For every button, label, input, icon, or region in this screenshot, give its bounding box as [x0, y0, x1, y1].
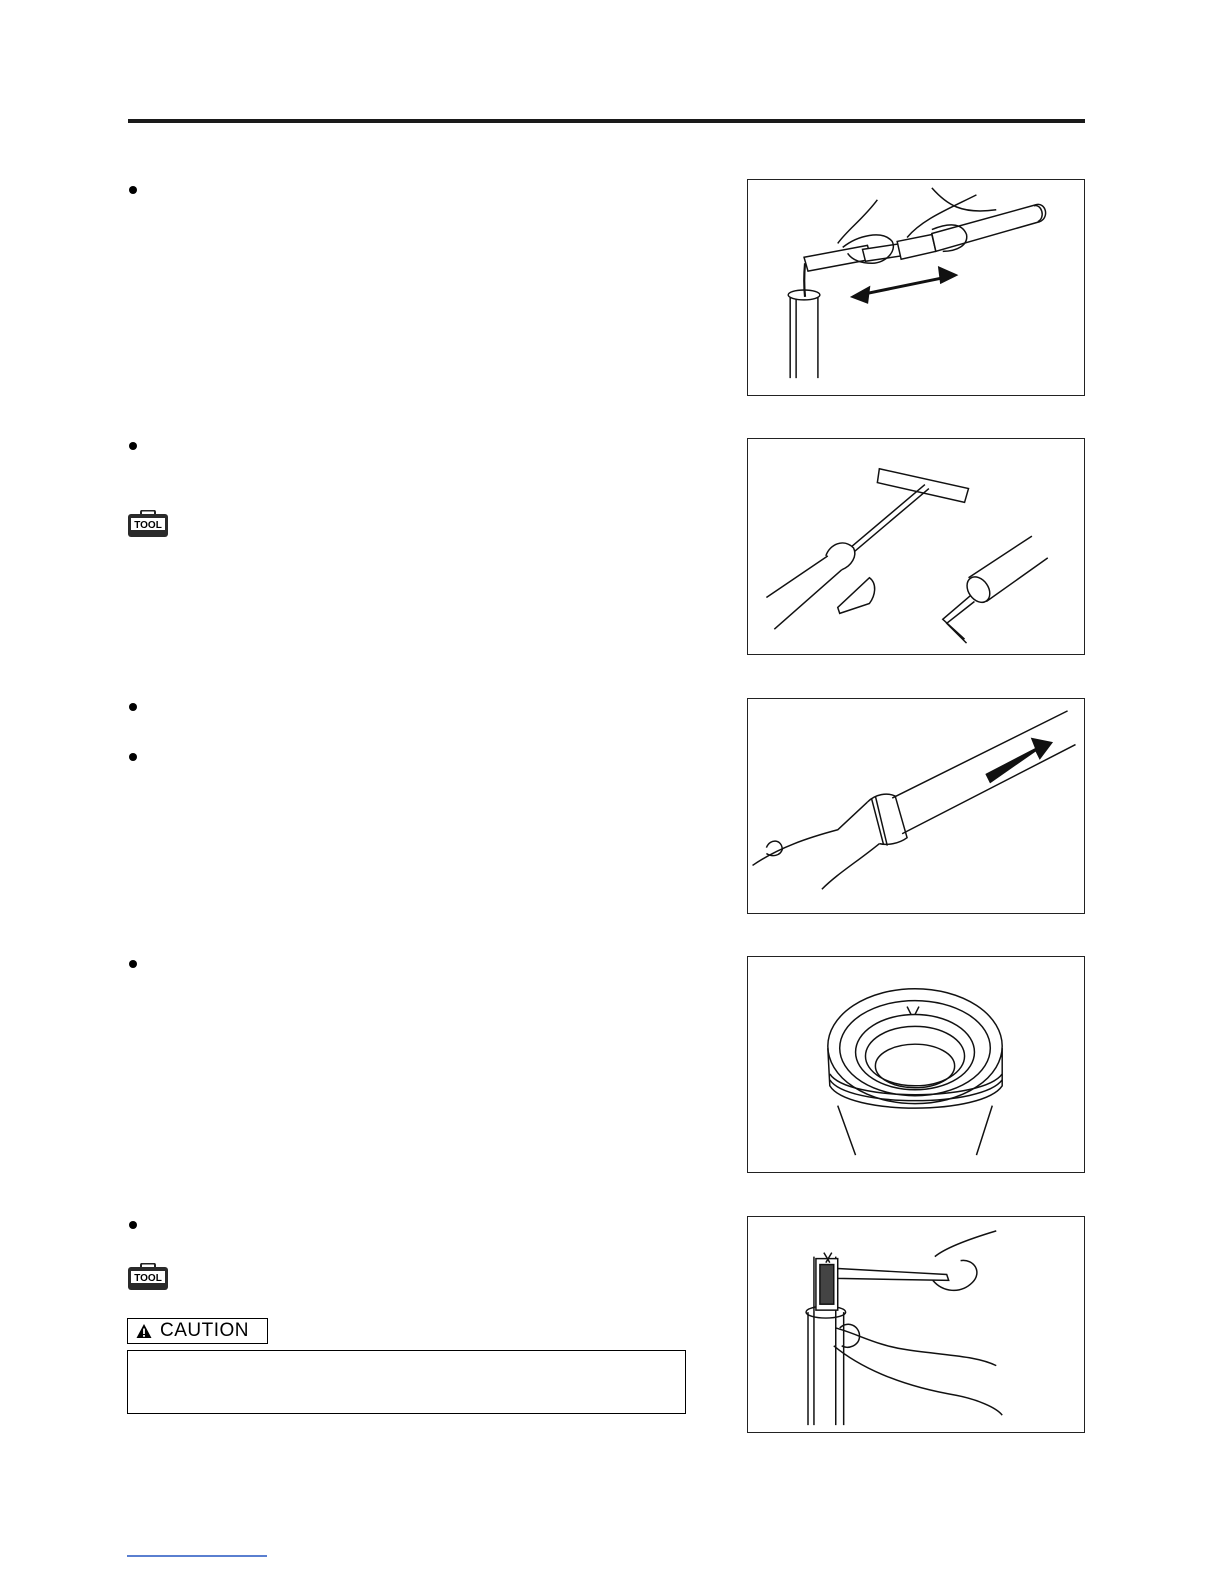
footer-link[interactable] [127, 1555, 267, 1557]
bullet-6 [129, 1221, 137, 1229]
tool-icon-label: TOOL [134, 1273, 162, 1284]
tool-icon-label: TOOL [134, 520, 162, 531]
header-rule [128, 119, 1085, 123]
tool-icon [127, 510, 169, 538]
bullet-4 [129, 753, 137, 761]
special-tools-figure [747, 438, 1085, 655]
caution-text: CAUTION [160, 1320, 249, 1341]
fork-slide-figure [747, 698, 1085, 914]
tool-icon [127, 1263, 169, 1291]
bullet-5 [129, 960, 137, 968]
oil-pouring-figure [747, 179, 1085, 396]
warning-icon [136, 1323, 152, 1339]
bullet-2 [129, 442, 137, 450]
caution-box [127, 1350, 686, 1414]
caution-label [127, 1318, 268, 1344]
seal-driver-figure [747, 1216, 1085, 1433]
oil-seal-figure [747, 956, 1085, 1173]
bullet-1 [129, 186, 137, 194]
bullet-3 [129, 703, 137, 711]
